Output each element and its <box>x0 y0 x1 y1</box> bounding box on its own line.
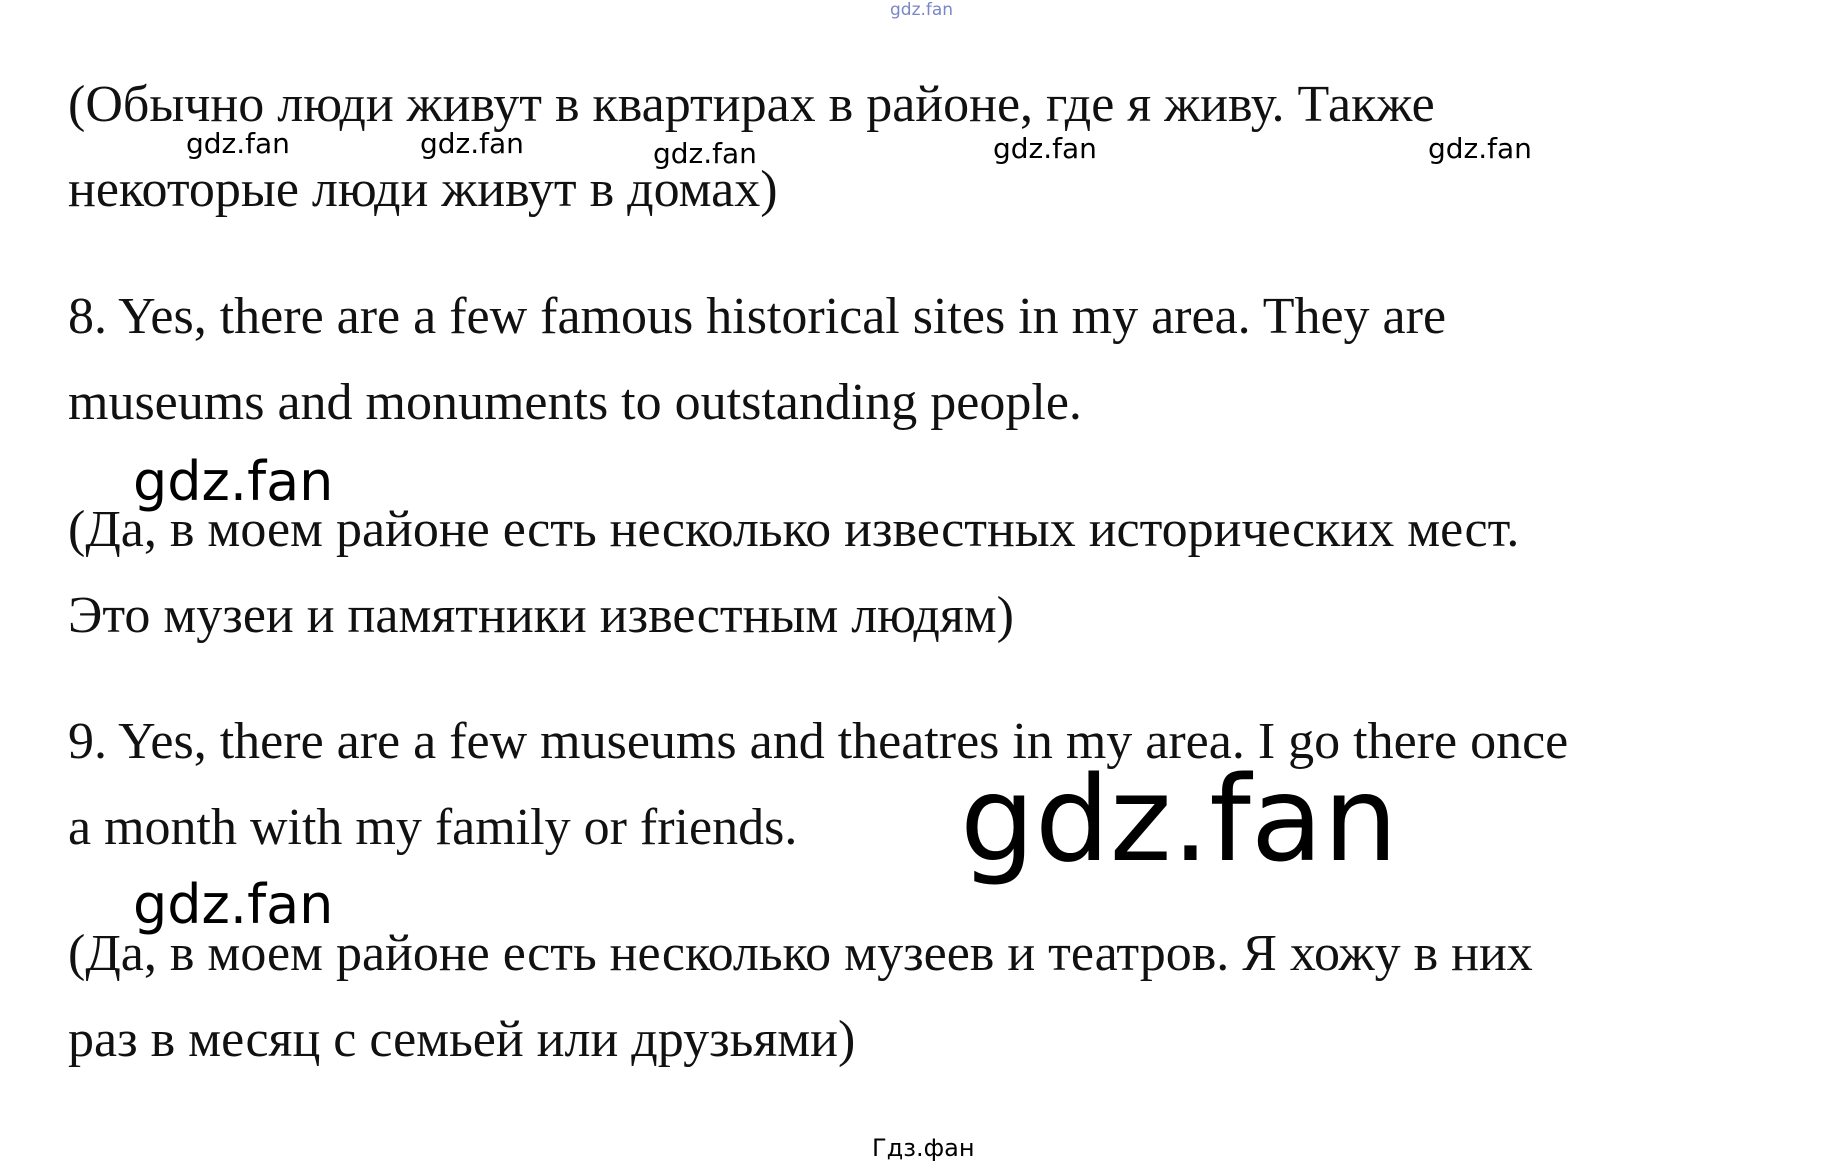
watermark-row1-4: gdz.fan <box>993 132 1097 165</box>
paragraph-3-line-1: (Да, в моем районе есть несколько известных исторических мест. <box>68 501 1520 558</box>
paragraph-3-line-2: Это музеи и памятники известным людям) <box>68 587 1014 644</box>
paragraph-4-line-2: a month with my family or friends. <box>68 799 798 856</box>
watermark-top: gdz.fan <box>890 0 954 20</box>
watermark-row1-1: gdz.fan <box>186 127 290 160</box>
paragraph-1-line-2: некоторые люди живут в домах) <box>68 161 778 218</box>
watermark-row1-3: gdz.fan <box>653 137 757 170</box>
paragraph-5-line-2: раз в месяц с семьей или друзьями) <box>68 1011 856 1068</box>
watermark-row1-5: gdz.fan <box>1428 132 1532 165</box>
watermark-footer: Гдз.фан <box>872 1134 975 1162</box>
watermark-medium-1: gdz.fan <box>133 450 334 513</box>
paragraph-5-line-1: (Да, в моем районе есть несколько музеев и театров. Я хожу в них <box>68 925 1533 982</box>
watermark-big: gdz.fan <box>960 750 1398 888</box>
paragraph-2-line-1: 8. Yes, there are a few famous historical sites in my area. They are <box>68 288 1447 345</box>
paragraph-4-line-1: 9. Yes, there are a few museums and theatres in my area. I go there once <box>68 713 1569 770</box>
watermark-medium-2: gdz.fan <box>133 873 334 936</box>
paragraph-2-line-2: museums and monuments to outstanding people. <box>68 374 1082 431</box>
watermark-row1-2: gdz.fan <box>420 127 524 160</box>
paragraph-1-line-1: (Обычно люди живут в квартирах в районе, где я живу. Также <box>68 76 1435 133</box>
